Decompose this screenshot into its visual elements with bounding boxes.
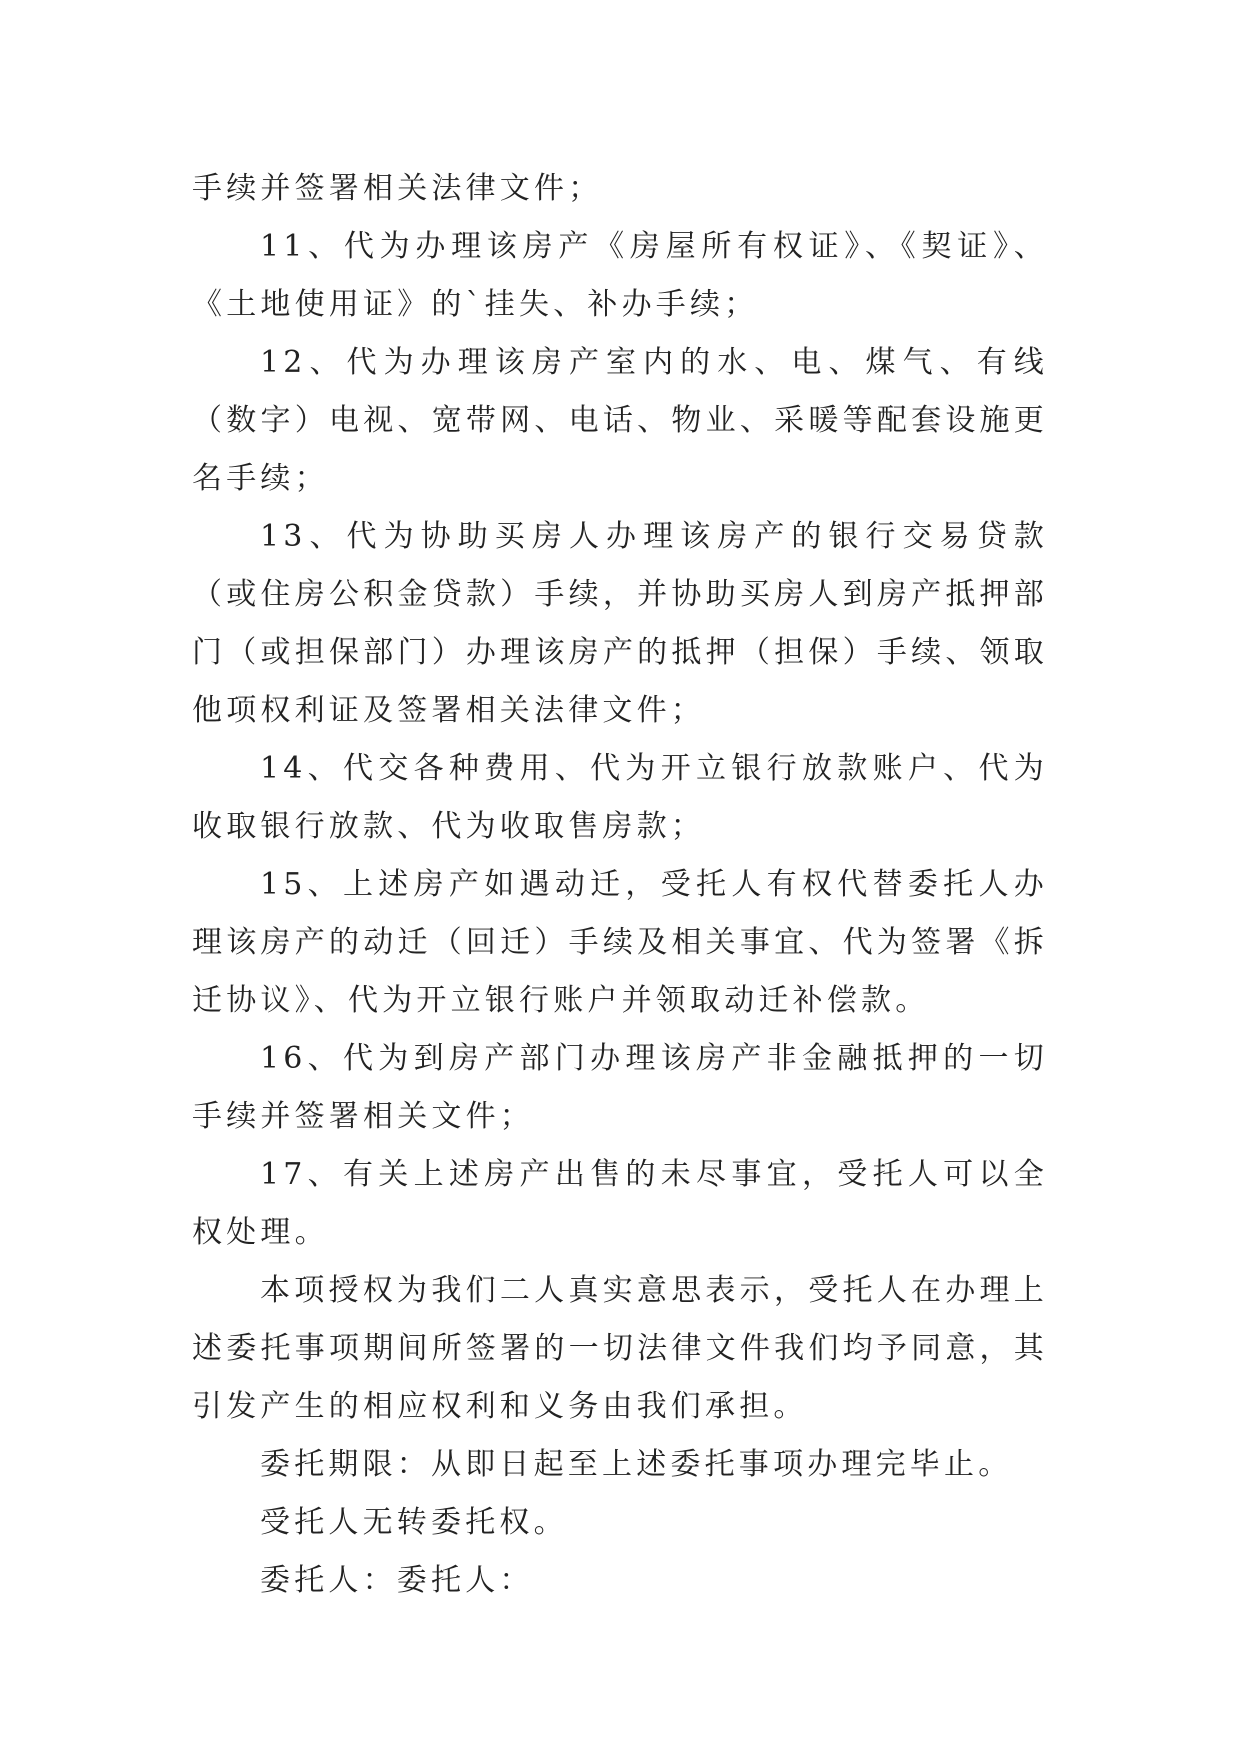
- paragraph-term: 委托期限：从即日起至上述委托事项办理完毕止。: [260, 1447, 1013, 1482]
- document-body: [192, 160, 1048, 1610]
- paragraph-item-17: 17、有关上述房产出售的未尽事宜，受托人可以全权处理。: [192, 1157, 1048, 1250]
- paragraph-item-13: 13、代为协助买房人办理该房产的银行交易贷款（或住房公积金贷款）手续，并协助买房人到房产抵押部门（或担保部门）办理该房产的抵押（担保）手续、领取他项权利证及签署相关法律文件；: [192, 519, 1048, 728]
- paragraph-item-11: 11、代为办理该房产《房屋所有权证》、《契证》、《土地使用证》的`挂失、补办手续；: [192, 229, 1048, 322]
- paragraph-item-15: 15、上述房产如遇动迁，受托人有权代替委托人办理该房产的动迁（回迁）手续及相关事宜、代为签署《拆迁协议》、代为开立银行账户并领取动迁补偿款。: [192, 867, 1048, 1018]
- paragraph-item-12: 12、代为办理该房产室内的水、电、煤气、有线（数字）电视、宽带网、电话、物业、采暖等配套设施更名手续；: [192, 345, 1048, 496]
- paragraph-no-subdelegation: 受托人无转委托权。: [260, 1505, 568, 1540]
- paragraph-continuation: 手续并签署相关法律文件；: [192, 171, 603, 206]
- paragraph-signatures: 委托人：委托人：: [260, 1563, 534, 1598]
- paragraph-item-16: 16、代为到房产部门办理该房产非金融抵押的一切手续并签署相关文件；: [192, 1041, 1048, 1134]
- paragraph-authorization-statement: 本项授权为我们二人真实意思表示，受托人在办理上述委托事项期间所签署的一切法律文件我们均予同意，其引发产生的相应权利和义务由我们承担。: [192, 1273, 1048, 1424]
- paragraph-item-14: 14、代交各种费用、代为开立银行放款账户、代为收取银行放款、代为收取售房款；: [192, 751, 1048, 844]
